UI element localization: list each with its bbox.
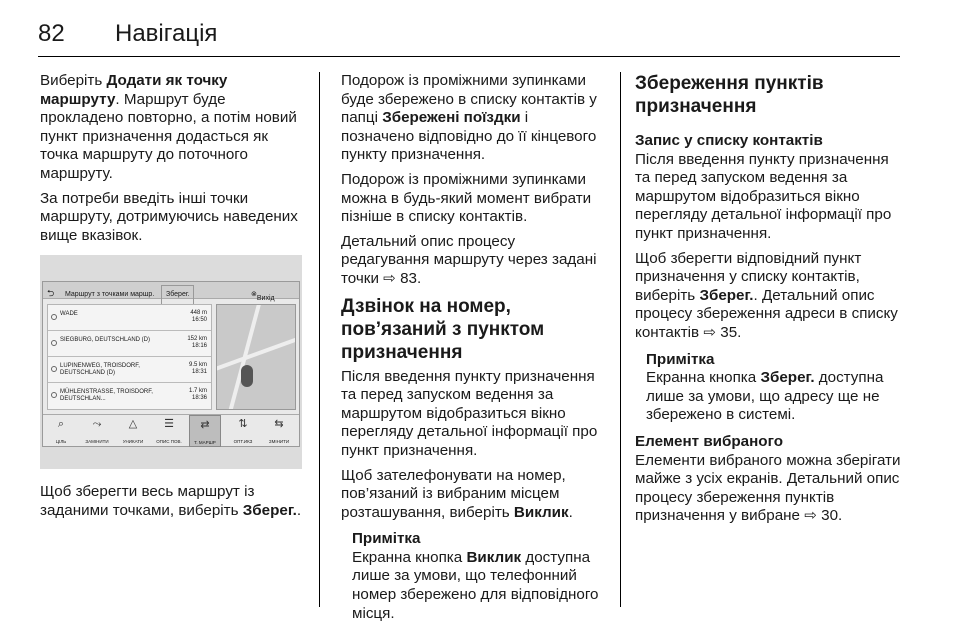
toolbar-button: ⤳ ЗАМІНИТИ [81,415,113,447]
waypoint-icon [51,366,57,372]
column-3 [635,72,901,532]
paragraph: Елементи вибраного можна зберігати майже з усіх екранів. Детальний опис процесу збереження пунктів призначення у вибране ⇨ 30. [635,451,901,525]
list-item: MÜHLENSTRASSE, TROISDORF, DEUTSCHLAN... 1.7 km 18:36 [48,383,211,409]
screen [42,281,300,447]
paragraph: Щоб зберегти відповідний пункт призначення у списку контактів, виберіть Зберег.. Детальний опис процесу збереження адреси в списку контактів ⇨ 35. [635,249,898,341]
paragraph: Після введення пункту призначення та перед запуском ведення за маршрутом відобразиться вікно перегляду детальної інформації про пункт призначення. [635,150,892,242]
paragraph: Щоб зберегти весь маршрут із заданими точками, виберіть Зберег.. [40,483,302,519]
section-heading: Збереження пунктів призначення [635,73,824,117]
note-title: Примітка [646,350,715,368]
note-text: Екранна кнопка Зберег. доступна лише за умови, що адресу ще не збережено в системі. [646,369,884,424]
section-heading: Дзвінок на номер, пов’язаний з пунктом призначення [341,295,545,363]
note-block [646,351,901,425]
navigation-screenshot [40,255,302,469]
waypoint-icon [51,314,57,320]
change-icon: ⇆ [274,418,284,431]
paragraph: Подорож із проміжними зупинками можна в будь-який момент вибрати пізніше в списку контактів. [341,170,592,226]
page-header [38,14,900,58]
search-icon: ⌕ [57,418,65,431]
waypoint-list [47,304,212,410]
toolbar-button: △ УНИКАТИ [117,415,149,447]
options-icon: ⇅ [238,418,248,431]
subsection-heading: Елемент вибраного [635,432,783,450]
paragraph: Щоб зателефонувати на номер, пов’язаний із вибраним місцем розташування, виберіть Виклик. [341,466,573,521]
section-title: Навігація [115,20,218,47]
toolbar-button: ☰ ОПИС ПОВ. [153,415,185,447]
page-number: 82 [38,20,65,47]
paragraph: Подорож із проміжними зупинками буде збережено в списку контактів у папці Збережені поїздки і позначено відповідно до її кінцевого пункту призначення. [341,72,597,164]
waypoint-icon [51,392,57,398]
header-divider [38,56,900,57]
paragraph: Детальний опис процесу редагування маршруту через задані точки ⇨ 83. [341,232,597,287]
list-icon: ☰ [164,418,174,431]
waypoint-icon [51,340,57,346]
map-view [216,304,296,410]
save-button: Зберег. [161,285,194,306]
column-divider-1 [319,72,320,607]
exit-button: ⊗ Вихід [251,291,275,303]
list-item: LUPINENWEG, TROISDORF, DEUTSCHLAND (D) 9.5 km 18:31 [48,357,211,383]
screen-toolbar [43,414,299,446]
route-icon: ⤳ [92,418,102,431]
column-divider-2 [620,72,621,607]
note-block [352,530,603,623]
paragraph: За потреби введіть інші точки маршруту, дотримуючись наведених вище вказівок. [40,189,298,244]
back-icon: ⮌ [47,288,55,299]
list-item: SIEGBURG, DEUTSCHLAND (D) 152 km 18:16 [48,331,211,357]
list-item: WADE 448 m 16:50 [48,305,211,331]
waypoint-icon: ⇄ [200,419,210,432]
toolbar-button-selected: ⇄ Т. МАРШР [189,415,221,447]
avoid-icon: △ [128,418,138,431]
location-pin-icon [241,365,253,387]
map-road [227,304,262,410]
toolbar-button: ⌕ ЦІЛЬ [45,415,77,447]
paragraph: Виберіть Додати як точку маршруту. Маршрут буде прокладено повторно, а потім новий пункт призначення додасться як точка маршруту до поточного маршруту. [40,72,297,182]
screen-top-bar [43,282,299,303]
paragraph: Після введення пункту призначення та перед запуском ведення за маршрутом відобразиться вікно перегляду детальної інформації про пункт призначення. [341,367,598,459]
note-title: Примітка [352,530,421,548]
note-text: Екранна кнопка Виклик доступна лише за умови, що телефонний номер збережено для відповідного місця. [352,548,599,622]
toolbar-button: ⇅ ОПТ.ИКЗ [227,415,259,447]
map-road [216,332,296,373]
subsection-heading: Запис у списку контактів [635,132,823,149]
column-1 [40,72,302,527]
toolbar-button: ⇆ ЗМІНИТИ [263,415,295,447]
screen-title: Маршрут з точками маршр. [65,291,155,299]
column-2 [341,72,603,623]
